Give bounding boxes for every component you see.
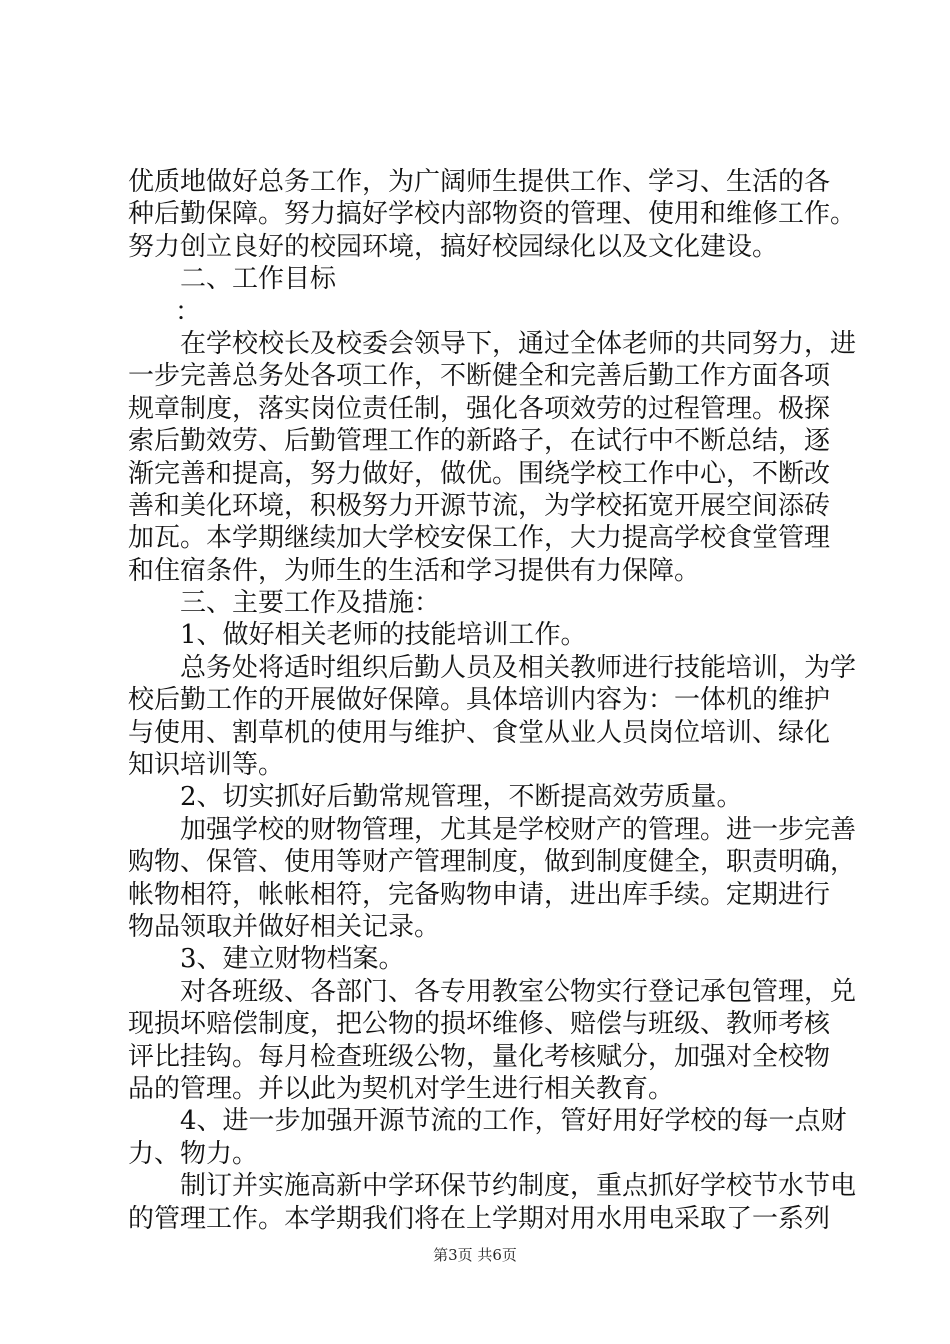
text-line: 力、物力。 [128, 1138, 259, 1169]
text-line: 帐物相符，帐帐相符，完备购物申请，进出库手续。定期进行 [128, 879, 831, 910]
text-line: 对各班级、各部门、各专用教室公物实行登记承包管理，兑 [180, 976, 857, 1007]
text-line: 索后勤效劳、后勤管理工作的新路子，在试行中不断总结，逐 [128, 426, 831, 457]
text-line: 知识培训等。 [128, 750, 285, 781]
text-line: 努力创立良好的校园环境，搞好校园绿化以及文化建设。 [128, 231, 779, 262]
text-line: 与使用、割草机的使用与维护、食堂从业人员岗位培训、绿化 [128, 717, 831, 748]
text-line: 和住宿条件，为师生的生活和学习提供有力保障。 [128, 555, 701, 586]
text-line: ： [175, 296, 202, 327]
text-line: 现损坏赔偿制度，把公物的损坏维修、赔偿与班级、教师考核 [128, 1009, 831, 1040]
text-line: 物品领取并做好相关记录。 [128, 911, 441, 942]
text-line: 渐完善和提高，努力做好，做优。围绕学校工作中心，不断改 [128, 458, 831, 489]
text-line: 4、进一步加强开源节流的工作，管好用好学校的每一点财 [180, 1106, 847, 1137]
text-line: 三、主要工作及措施： [180, 588, 441, 619]
text-line: 校后勤工作的开展做好保障。具体培训内容为：一体机的维护 [128, 685, 831, 716]
text-line: 评比挂钩。每月检查班级公物，量化考核赋分，加强对全校物 [128, 1041, 831, 1072]
page-footer: 第3页 共6页 [433, 1246, 517, 1264]
text-line: 善和美化环境，积极努力开源节流，为学校拓宽开展空间添砖 [128, 490, 831, 521]
text-line: 1、做好相关老师的技能培训工作。 [180, 620, 587, 651]
text-line: 总务处将适时组织后勤人员及相关教师进行技能培训，为学 [180, 652, 857, 683]
text-line: 在学校校长及校委会领导下，通过全体老师的共同努力，进 [180, 328, 857, 359]
text-line: 制订并实施高新中学环保节约制度，重点抓好学校节水节电 [180, 1171, 857, 1202]
text-line: 种后勤保障。努力搞好学校内部物资的管理、使用和维修工作。 [128, 199, 857, 230]
text-line: 优质地做好总务工作，为广阔师生提供工作、学习、生活的各 [128, 167, 831, 197]
document-body [128, 166, 857, 1235]
text-line: 2、切实抓好后勤常规管理，不断提高效劳质量。 [180, 782, 743, 813]
text-line: 品的管理。并以此为契机对学生进行相关教育。 [128, 1073, 675, 1104]
text-line: 一步完善总务处各项工作，不断健全和完善后勤工作方面各项 [128, 361, 831, 392]
text-line: 规章制度，落实岗位责任制，强化各项效劳的过程管理。极探 [128, 393, 831, 424]
text-line: 的管理工作。本学期我们将在上学期对用水用电采取了一系列 [128, 1203, 831, 1234]
text-line: 3、建立财物档案。 [180, 944, 405, 975]
text-line: 二、工作目标 [180, 264, 337, 295]
text-line: 购物、保管、使用等财产管理制度，做到制度健全，职责明确， [128, 847, 857, 878]
text-line: 加强学校的财物管理，尤其是学校财产的管理。进一步完善 [180, 814, 857, 845]
text-line: 加瓦。本学期继续加大学校安保工作，大力提高学校食堂管理 [128, 523, 831, 554]
